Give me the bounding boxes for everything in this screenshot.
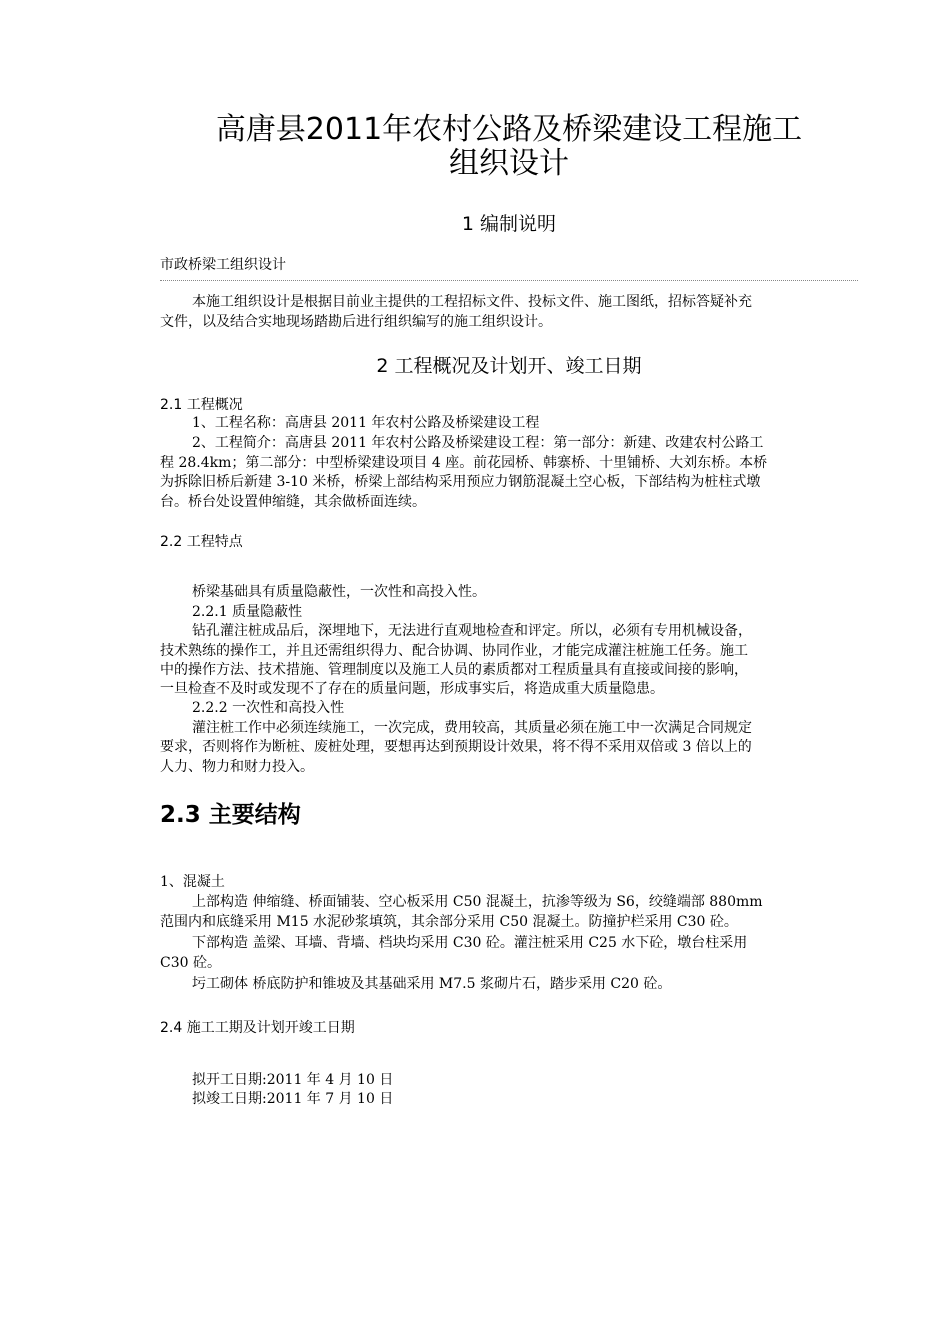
paragraph-line: 上部构造 伸缩缝、桥面铺装、空心板采用 C50 混凝土，抗渗等级为 S6，绞缝端部 880mm: [192, 894, 763, 910]
paragraph-line: 文件，以及结合实地现场踏勘后进行组织编写的施工组织设计。: [160, 314, 552, 330]
start-date-line: 拟开工日期:2011 年 4 月 10 日: [192, 1072, 394, 1088]
document-subtitle: 市政桥梁工组织设计: [160, 257, 286, 273]
paragraph-line: 灌注桩工作中必须连续施工，一次完成，费用较高，其质量必须在施工中一次满足合同规定: [192, 720, 752, 736]
paragraph-line: 为拆除旧桥后新建 3-10 米桥，桥梁上部结构采用预应力钢筋混凝土空心板，下部结构为桩柱式墩: [160, 474, 761, 490]
paragraph-line: 下部构造 盖梁、耳墙、背墙、档块均采用 C30 砼。灌注桩采用 C25 水下砼，墩台柱采用: [192, 935, 748, 951]
section-2-4-heading: 2.4 施工工期及计划开竣工日期: [160, 1020, 355, 1036]
section-2-1-heading: 2.1 工程概况: [160, 397, 243, 413]
document-title-line2: 组织设计: [449, 146, 569, 181]
document-title-line1: 高唐县2011年农村公路及桥梁建设工程施工: [215, 112, 803, 147]
paragraph-line: 2、工程简介：高唐县 2011 年农村公路及桥梁建设工程：第一部分：新建、改建农村公路工: [192, 435, 764, 451]
paragraph-line: C30 砼。: [160, 955, 221, 971]
section-2-heading: 2 工程概况及计划开、竣工日期: [376, 355, 642, 377]
divider: [160, 280, 858, 281]
paragraph-line: 程 28.4km；第二部分：中型桥梁建设项目 4 座。前花园桥、韩寨桥、十里铺桥、大刘东桥。本桥: [160, 455, 768, 471]
paragraph-line: 中的操作方法、技术措施、管理制度以及施工人员的素质都对工程质量具有直接或间接的影响，: [160, 662, 748, 678]
paragraph-line: 圬工砌体 桥底防护和锥坡及其基础采用 M7.5 浆砌片石，踏步采用 C20 砼。: [192, 976, 672, 992]
paragraph-line: 桥梁基础具有质量隐蔽性，一次性和高投入性。: [192, 584, 486, 600]
subsection-heading: 2.2.2 一次性和高投入性: [192, 700, 345, 716]
section-2-2-heading: 2.2 工程特点: [160, 534, 243, 550]
paragraph-line: 本施工组织设计是根据目前业主提供的工程招标文件、投标文件、施工图纸，招标答疑补充: [192, 294, 752, 310]
section-1-heading: 1 编制说明: [461, 213, 557, 235]
section-2-3-heading: 2.3 主要结构: [160, 802, 301, 828]
subsection-heading: 2.2.1 质量隐蔽性: [192, 604, 303, 620]
paragraph-line: 范围内和底缝采用 M15 水泥砂浆填筑，其余部分采用 C50 混凝土。防撞护栏采用 C30 砼。: [160, 914, 738, 930]
paragraph-line: 1、混凝土: [160, 874, 225, 890]
paragraph-line: 台。桥台处设置伸缩缝，其余做桥面连续。: [160, 494, 426, 510]
paragraph-line: 一旦检查不及时或发现不了存在的质量问题，形成事实后，将造成重大质量隐患。: [160, 681, 664, 697]
paragraph-line: 技术熟练的操作工，并且还需组织得力、配合协调、协同作业，才能完成灌注桩施工任务。施工: [160, 643, 748, 659]
paragraph-line: 1、工程名称：高唐县 2011 年农村公路及桥梁建设工程: [192, 415, 540, 431]
paragraph-line: 人力、物力和财力投入。: [160, 759, 314, 775]
completion-date-line: 拟竣工日期:2011 年 7 月 10 日: [192, 1091, 394, 1107]
paragraph-line: 钻孔灌注桩成品后，深埋地下，无法进行直观地检查和评定。所以，必须有专用机械设备，: [192, 623, 752, 639]
paragraph-line: 要求，否则将作为断桩、废桩处理，要想再达到预期设计效果，将不得不采用双倍或 3 倍以上的: [160, 739, 752, 755]
